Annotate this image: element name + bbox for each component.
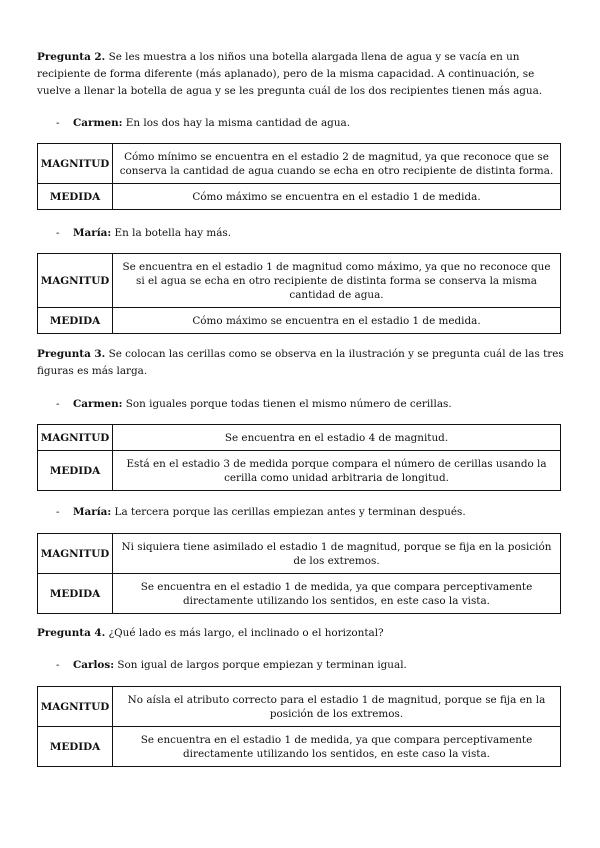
answer-bullet: - María: En la botella hay más. — [56, 227, 232, 239]
table-row — [38, 574, 561, 614]
question-2-paragraph — [37, 49, 565, 100]
medida-value: Cómo máximo se encuentra en el estadio 1 de medida. — [113, 184, 561, 210]
table-row — [38, 184, 561, 210]
answer-bullet: - Carmen: En los dos hay la misma cantidad de agua. — [56, 117, 351, 129]
answer-text: En la botella hay más. — [114, 227, 232, 239]
medida-label: MEDIDA — [38, 184, 113, 210]
question-3-text: Se colocan las cerillas como se observa en la ilustración y se pregunta cuál de las tres figuras es más larga. — [37, 348, 564, 377]
magnitud-label: MAGNITUD — [38, 425, 113, 451]
medida-value: Está en el estadio 3 de medida porque compara el número de cerillas usando la cerilla como unidad arbitraria de longitud. — [113, 451, 561, 491]
answer-text: Son igual de largos porque empiezan y terminan igual. — [117, 659, 407, 671]
medida-value: Se encuentra en el estadio 1 de medida, ya que compara perceptivamente directamente utilizando los sentidos, en este caso la vista. — [113, 574, 561, 614]
answer-text: En los dos hay la misma cantidad de agua. — [125, 117, 351, 129]
medida-label: MEDIDA — [38, 308, 113, 334]
question-4-text: ¿Qué lado es más largo, el inclinado o el horizontal? — [108, 627, 384, 639]
evaluation-table — [37, 253, 561, 334]
table-row — [38, 254, 561, 308]
magnitud-value: Ni siquiera tiene asimilado el estadio 1 de magnitud, porque se fija en la posición de los extremos. — [113, 534, 561, 574]
question-2-title: Pregunta 2. — [37, 51, 106, 63]
magnitud-label: MAGNITUD — [38, 687, 113, 727]
question-3-title: Pregunta 3. — [37, 348, 106, 360]
answer-text: La tercera porque las cerillas empiezan antes y terminan después. — [114, 506, 466, 518]
medida-label: MEDIDA — [38, 451, 113, 491]
answer-bullet: - Carlos: Son igual de largos porque empiezan y terminan igual. — [56, 659, 407, 671]
table-row — [38, 425, 561, 451]
magnitud-value: Se encuentra en el estadio 1 de magnitud como máximo, ya que no reconoce que si el agua se echa en otro recipiente de distinta forma se conserva la misma cantidad de agua. — [113, 254, 561, 308]
answer-bullet: - María: La tercera porque las cerillas empiezan antes y terminan después. — [56, 506, 466, 518]
medida-label: MEDIDA — [38, 574, 113, 614]
table-row — [38, 451, 561, 491]
question-3-paragraph — [37, 346, 565, 380]
question-4-paragraph — [37, 625, 565, 642]
table-row — [38, 727, 561, 767]
question-4-title: Pregunta 4. — [37, 627, 106, 639]
evaluation-table — [37, 424, 561, 491]
evaluation-table — [37, 533, 561, 614]
answer-name: María: — [73, 506, 112, 518]
table-row — [38, 144, 561, 184]
evaluation-table — [37, 143, 561, 210]
medida-label: MEDIDA — [38, 727, 113, 767]
answer-name: María: — [73, 227, 112, 239]
answer-name: Carmen: — [73, 117, 123, 129]
medida-value: Cómo máximo se encuentra en el estadio 1 de medida. — [113, 308, 561, 334]
magnitud-label: MAGNITUD — [38, 534, 113, 574]
magnitud-label: MAGNITUD — [38, 144, 113, 184]
evaluation-table — [37, 686, 561, 767]
answer-name: Carmen: — [73, 398, 123, 410]
answer-bullet: - Carmen: Son iguales porque todas tienen el mismo número de cerillas. — [56, 398, 452, 410]
table-row — [38, 534, 561, 574]
answer-name: Carlos: — [73, 659, 115, 671]
magnitud-label: MAGNITUD — [38, 254, 113, 308]
magnitud-value: No aísla el atributo correcto para el estadio 1 de magnitud, porque se fija en la posición de los extremos. — [113, 687, 561, 727]
question-2-text: Se les muestra a los niños una botella alargada llena de agua y se vacía en un recipiente de forma diferente (más aplanado), pero de la misma capacidad. A continuación, se vuelve a llenar la botella de agua y se les pregunta cuál de los dos recipientes tienen más agua. — [37, 51, 543, 97]
table-row — [38, 308, 561, 334]
magnitud-value: Cómo mínimo se encuentra en el estadio 2 de magnitud, ya que reconoce que se conserva la cantidad de agua cuando se echa en otro recipiente de distinta forma. — [113, 144, 561, 184]
answer-text: Son iguales porque todas tienen el mismo número de cerillas. — [125, 398, 452, 410]
medida-value: Se encuentra en el estadio 1 de medida, ya que compara perceptivamente directamente utilizando los sentidos, en este caso la vista. — [113, 727, 561, 767]
table-row — [38, 687, 561, 727]
magnitud-value: Se encuentra en el estadio 4 de magnitud. — [113, 425, 561, 451]
